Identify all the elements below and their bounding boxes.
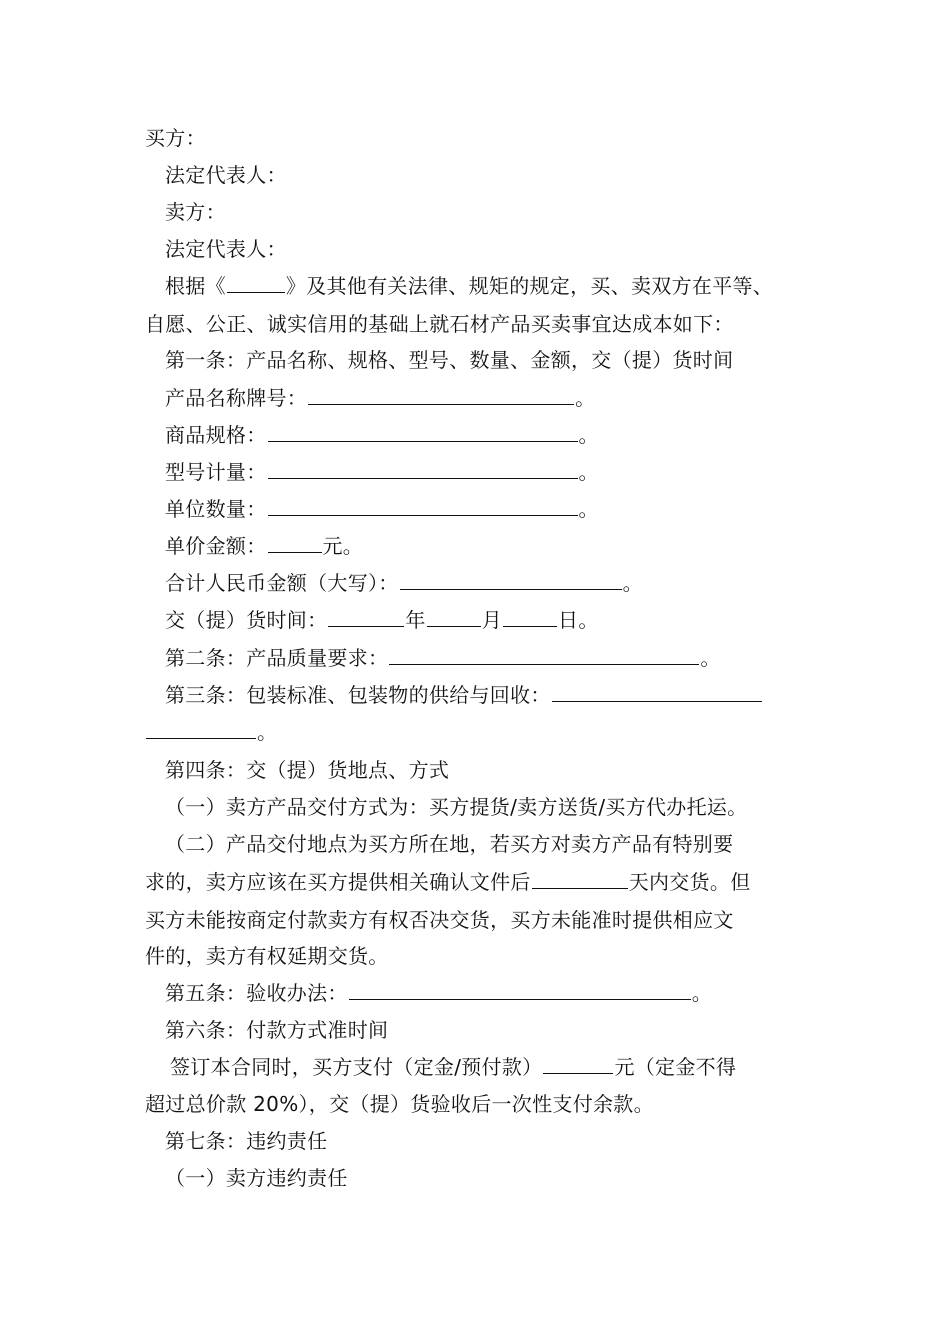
article-1-title: 第一条：产品名称、规格、型号、数量、金额，交（提）货时间 xyxy=(165,348,734,372)
article-6-line-2: 超过总价款 20%），交（提）货验收后一次性支付余款。 xyxy=(145,1092,654,1116)
price-label: 单价金额： xyxy=(165,534,267,558)
article-4-item-2-line-2 xyxy=(145,868,751,896)
article-2-label: 第二条：产品质量要求： xyxy=(165,646,389,670)
article-3-cont xyxy=(145,718,277,746)
days-blank xyxy=(532,868,628,889)
intro-line-1 xyxy=(165,272,773,300)
payment-text-a: 签订本合同时，买方支付（定金/预付款） xyxy=(170,1055,543,1079)
unit-label: 单位数量： xyxy=(165,497,267,521)
spec-row xyxy=(165,421,599,449)
price-unit: 元。 xyxy=(322,534,364,558)
payment-text-b: 元（定金不得 xyxy=(614,1055,737,1079)
article-6-title: 第六条：付款方式准时间 xyxy=(165,1018,389,1042)
year-blank xyxy=(328,606,404,627)
article-4-item-2-line-3: 买方未能按商定付款卖方有权否决交货，买方未能准时提供相应文 xyxy=(145,908,734,932)
article-3 xyxy=(165,681,763,709)
month-blank xyxy=(427,606,481,627)
days-text-a: 求的，卖方应该在买方提供相关确认文件后 xyxy=(145,870,531,894)
spec-label: 商品规格： xyxy=(165,423,267,447)
period: 。 xyxy=(622,571,643,595)
product-name-label: 产品名称牌号： xyxy=(165,386,308,410)
article-5-label: 第五条：验收办法： xyxy=(165,981,348,1005)
model-row xyxy=(165,458,599,486)
law-name-blank xyxy=(227,272,285,293)
payment-blank xyxy=(543,1053,613,1074)
buyer-label: 买方： xyxy=(145,126,206,150)
days-text-b: 天内交货。但 xyxy=(628,870,751,894)
article-7-item-1: （一）卖方违约责任 xyxy=(165,1166,348,1190)
seller-rep-label: 法定代表人： xyxy=(165,237,287,261)
product-name-blank xyxy=(308,384,574,405)
model-blank xyxy=(268,458,578,479)
period: 。 xyxy=(578,423,599,447)
unit-row xyxy=(165,495,599,523)
intro-line-2: 自愿、公正、诚实信用的基础上就石材产品买卖事宜达成本如下： xyxy=(145,312,734,336)
article-5 xyxy=(165,979,712,1007)
unit-blank xyxy=(268,495,578,516)
intro-text-a: 根据《 xyxy=(165,274,226,298)
delivery-time-label: 交（提）货时间： xyxy=(165,608,328,632)
article-4-item-2-line-4: 件的，卖方有权延期交货。 xyxy=(145,944,389,968)
buyer-rep-label: 法定代表人： xyxy=(165,163,287,187)
period: 。 xyxy=(700,646,721,670)
seller-label: 卖方： xyxy=(165,200,226,224)
product-name-row xyxy=(165,384,595,412)
packaging-blank-2 xyxy=(146,718,256,739)
quality-blank xyxy=(389,644,699,665)
inspection-blank xyxy=(349,979,691,1000)
article-3-label: 第三条：包装标准、包装物的供给与回收： xyxy=(165,683,551,707)
period: 。 xyxy=(257,720,278,744)
article-6-line-1 xyxy=(170,1053,736,1081)
month-label: 月 xyxy=(481,608,503,632)
price-blank xyxy=(268,532,322,553)
period: 。 xyxy=(578,497,599,521)
year-label: 年 xyxy=(405,608,426,632)
period: 。 xyxy=(575,386,596,410)
total-label: 合计人民币金额（大写）： xyxy=(165,571,399,595)
model-label: 型号计量： xyxy=(165,460,267,484)
spec-blank xyxy=(268,421,578,442)
day-label: 日。 xyxy=(558,608,599,632)
period: 。 xyxy=(691,981,713,1005)
article-7-title: 第七条：违约责任 xyxy=(165,1129,328,1153)
delivery-time-row xyxy=(165,606,599,634)
intro-text-b: 》及其他有关法律、规矩的规定，买、卖双方在平等、 xyxy=(285,274,774,298)
article-4-item-2-line-1: （二）产品交付地点为买方所在地，若买方对卖方产品有特别要 xyxy=(165,832,734,856)
packaging-blank-1 xyxy=(552,681,762,702)
day-blank xyxy=(503,606,557,627)
price-row xyxy=(165,532,363,560)
total-blank xyxy=(400,569,622,590)
period: 。 xyxy=(578,460,599,484)
article-4-item-1: （一）卖方产品交付方式为：买方提货/卖方送货/买方代办托运。 xyxy=(165,795,748,819)
total-row xyxy=(165,569,643,597)
article-2 xyxy=(165,644,721,672)
article-4-title: 第四条：交（提）货地点、方式 xyxy=(165,758,450,782)
